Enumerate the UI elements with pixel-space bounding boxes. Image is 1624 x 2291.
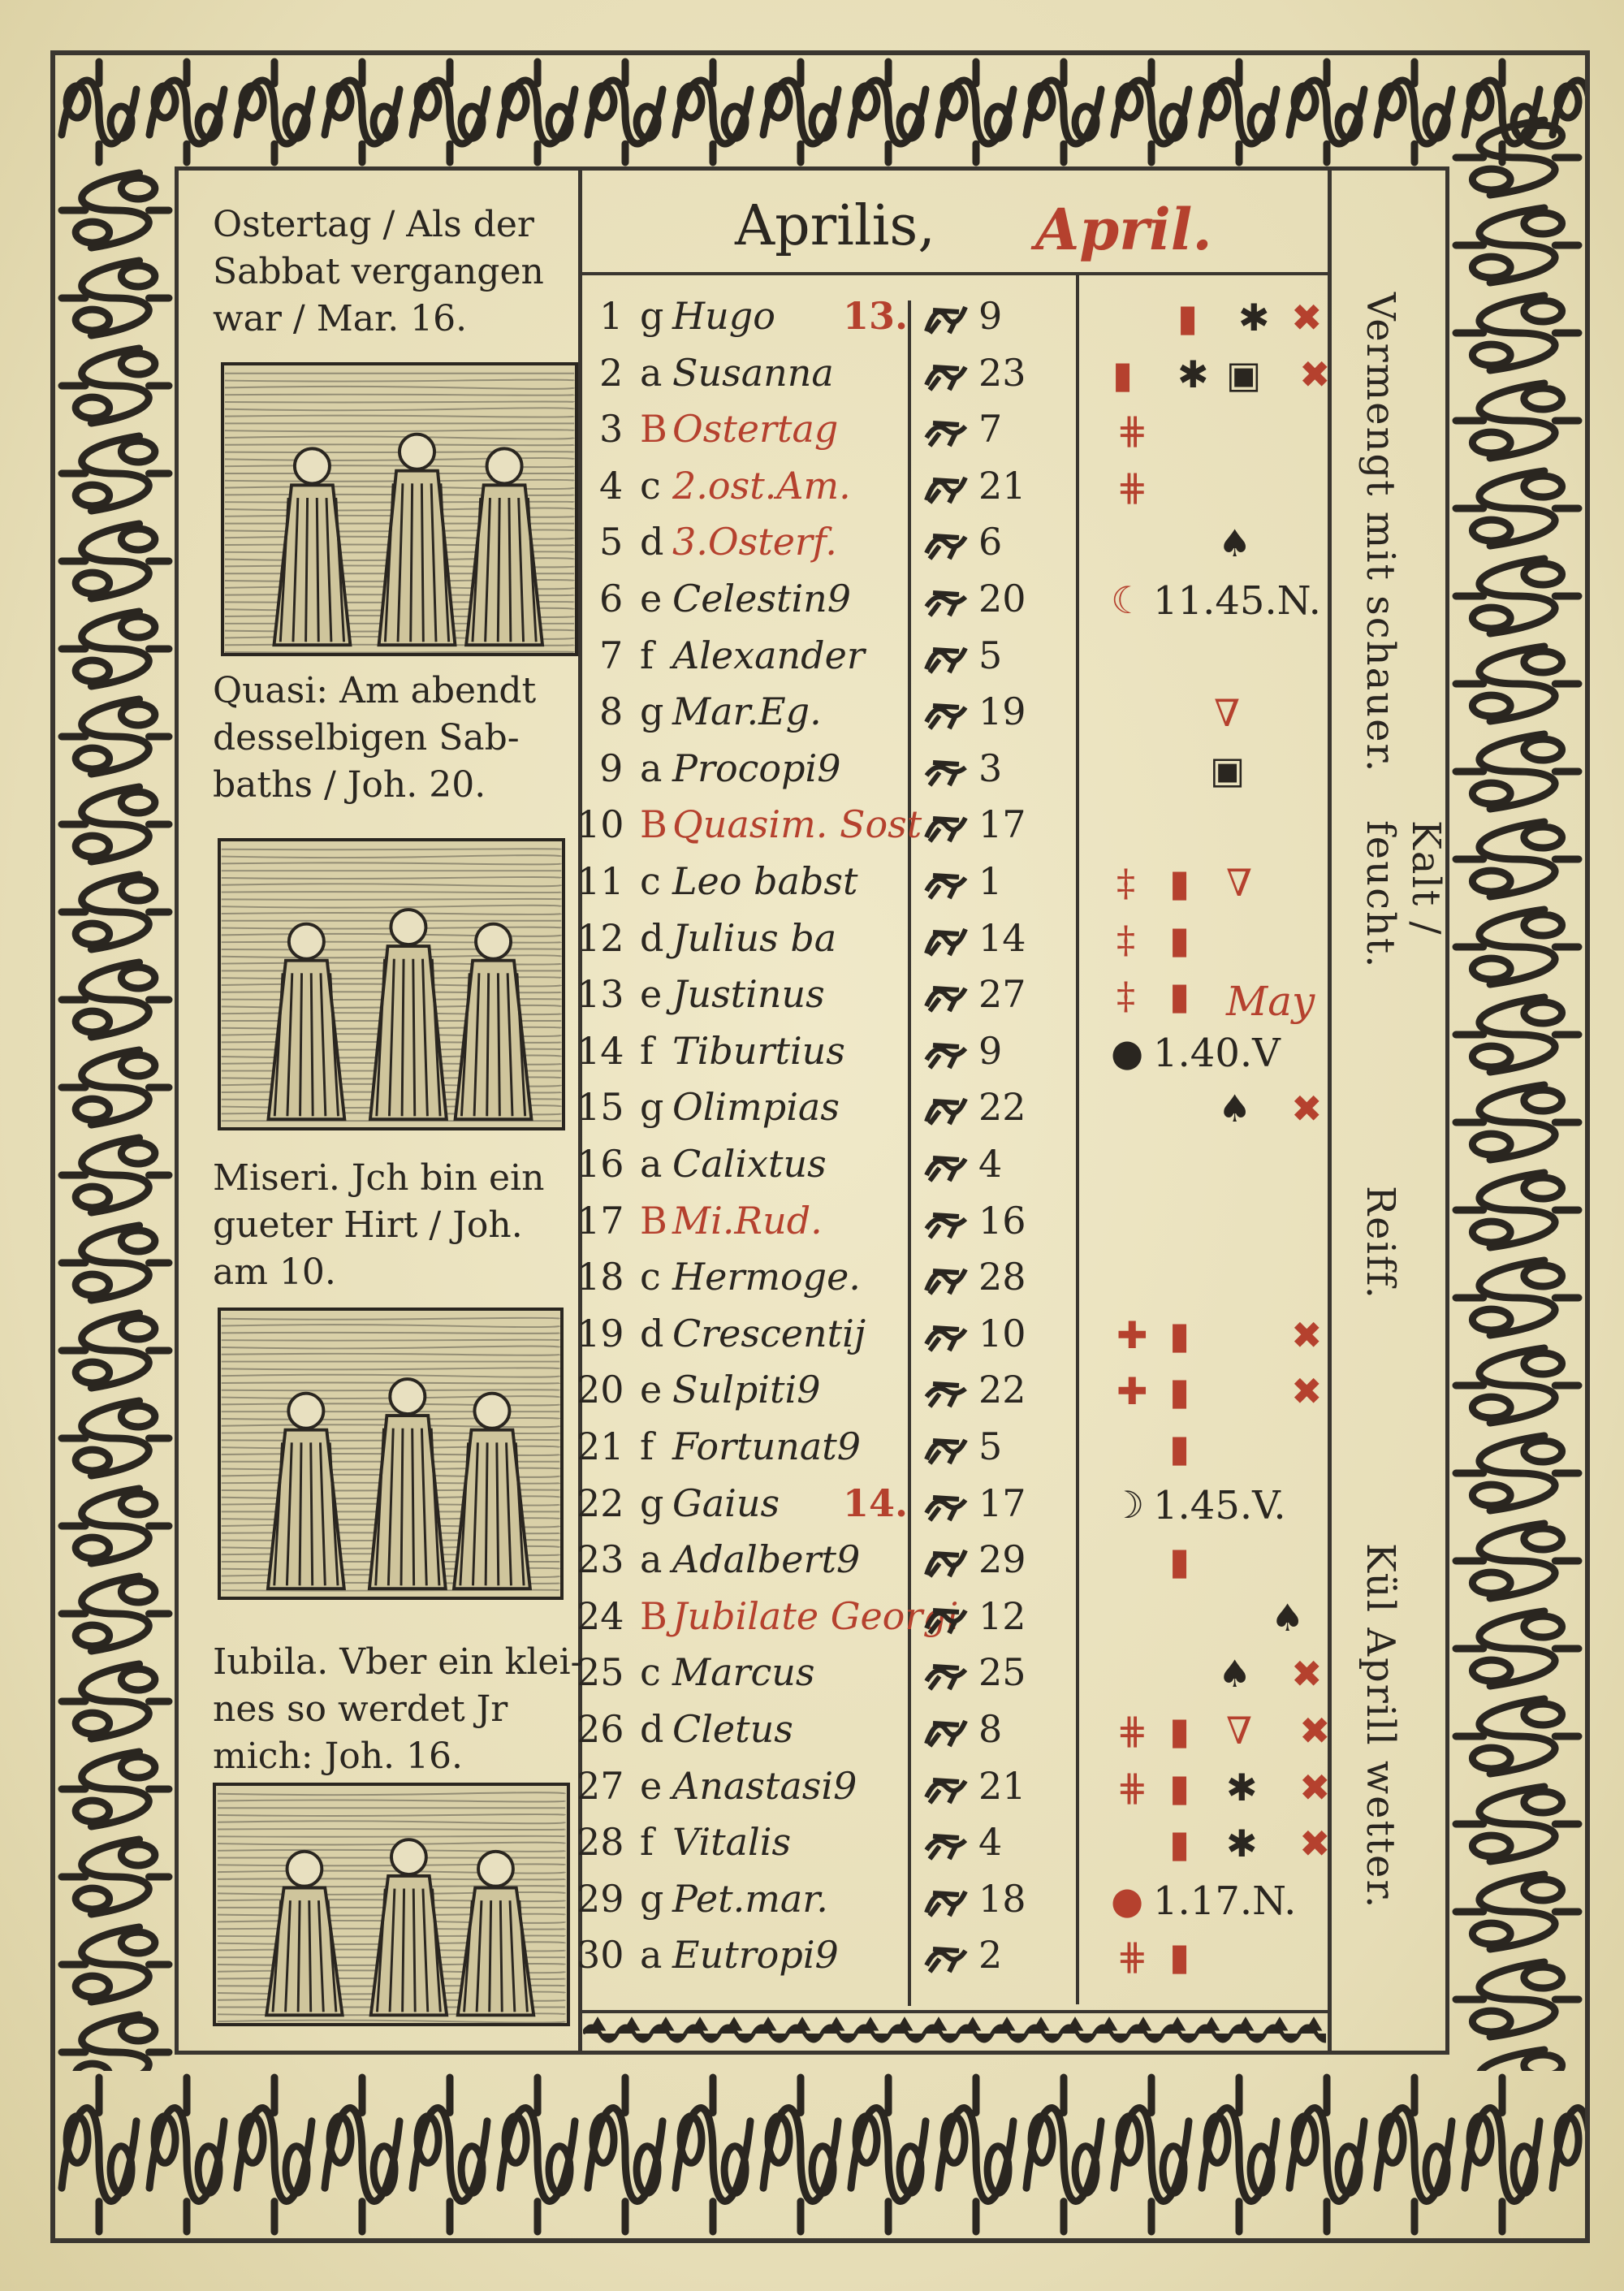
asterisk-icon: ✱ [1226,1765,1258,1809]
dominical-letter: c [640,463,661,508]
zodiac-sign-icon [922,1596,970,1641]
moon-phase-time: 11.45.N. [1153,578,1321,624]
asterisk-icon: ✱ [1226,1822,1258,1866]
day-number: 2 [599,350,624,395]
zodiac-sign-icon [922,1143,970,1189]
saint-name: Mar.Eg. [672,689,822,734]
spade-icon: ♠ [1218,1087,1252,1131]
zodiac-sign-icon [922,352,970,398]
red-triangle-icon: ∇ [1226,861,1253,905]
zodiac-degree: 1 [978,859,1003,903]
header-rule [581,272,1328,275]
dominical-letter: B [640,802,667,847]
red-flag-icon: ▮ [1169,1426,1190,1470]
red-flag-icon: ▮ [1177,296,1199,339]
day-annotation: 13. [843,294,909,338]
zodiac-degree: 21 [978,1763,1026,1808]
footer-rule [581,2010,1328,2013]
zodiac-sign-icon [922,918,970,963]
day-number: 19 [577,1311,624,1355]
zodiac-degree: 5 [978,633,1003,677]
red-hash-icon: ⋕ [1116,1934,1148,1979]
red-triangle-icon: ∇ [1214,691,1241,736]
zodiac-degree: 27 [978,972,1026,1017]
dominical-letter: d [640,520,664,564]
dominical-letter: a [640,350,663,395]
saint-name: Tiburtius [672,1028,845,1073]
saint-name: Vitalis [672,1820,792,1865]
dominical-letter: a [640,746,663,790]
zodiac-degree: 3 [978,746,1003,790]
woodcut-good-shepherd [218,1308,564,1600]
zodiac-degree: 21 [978,463,1026,508]
day-number: 29 [577,1876,624,1921]
zodiac-degree: 29 [978,1537,1026,1582]
saint-name: Justinus [672,972,825,1017]
dominical-letter: g [640,294,664,338]
day-number: 10 [577,802,624,847]
sidebar-line: Ostertag / Als der [213,204,534,245]
vine-ornament [583,2014,1326,2053]
may-label: May [1226,978,1315,1025]
zodiac-sign-icon [922,974,970,1019]
saint-name: Anastasi9 [672,1763,857,1808]
zodiac-sign-icon [922,1483,970,1528]
red-double-cross-icon: ‡ [1116,917,1135,962]
zodiac-degree: 17 [978,1481,1026,1525]
day-number: 14 [577,1028,624,1073]
zodiac-degree: 28 [978,1255,1026,1299]
dominical-letter: B [640,407,667,452]
dominical-letter: e [640,972,663,1017]
asterisk-icon: ✱ [1238,296,1270,339]
day-number: 21 [577,1424,624,1468]
box-icon: ▣ [1210,747,1246,792]
dominical-letter: d [640,1311,664,1355]
saint-name: Hugo [672,294,775,338]
zodiac-degree: 20 [978,577,1026,620]
zodiac-sign-icon [922,1822,970,1867]
weather-forecast: Kalt / feucht. [1358,820,1449,970]
dominical-letter: a [640,1933,663,1978]
day-number: 15 [577,1085,624,1130]
red-flag-icon: ▮ [1169,861,1190,905]
zodiac-sign-icon [922,521,970,567]
red-plus-icon: ✚ [1116,1369,1148,1414]
red-cross-icon: ✖ [1291,1087,1323,1131]
weather-forecast: Reiff. [1358,1186,1403,1300]
zodiac-degree: 7 [978,407,1003,452]
red-cross-icon: ✖ [1291,1369,1323,1414]
saint-name: Mi.Rud. [672,1198,823,1243]
dominical-letter: e [640,1368,663,1412]
saint-name: Sulpiti9 [672,1368,821,1412]
weather-forecast: Kül Aprill wetter. [1358,1543,1403,1910]
red-hash-icon: ⋕ [1116,408,1148,453]
zodiac-sign-icon [922,1313,970,1359]
red-cross-icon: ✖ [1291,1312,1323,1357]
day-number: 27 [577,1763,624,1808]
zodiac-degree: 14 [978,915,1026,960]
moon-phase-time: 1.40.V [1153,1030,1281,1076]
day-number: 28 [577,1820,624,1865]
sidebar-easter-reading [213,201,544,343]
saint-name: Olimpias [672,1085,840,1130]
dominical-letter: f [640,633,654,677]
zodiac-sign-icon [922,1709,970,1754]
zodiac-degree: 25 [978,1650,1026,1695]
german-month-title: April. [1035,196,1212,263]
saint-name: Julius ba [672,915,837,960]
moon-phase-icon: ☽ [1111,1482,1145,1527]
day-number: 4 [599,463,624,508]
day-number: 22 [577,1481,624,1525]
sidebar-line: desselbigen Sab- [213,717,520,759]
zodiac-sign-icon [922,1539,970,1584]
sidebar-line: am 10. [213,1251,336,1293]
dominical-letter: B [640,1198,667,1243]
saint-name: Leo babst [672,859,858,903]
red-cross-icon: ✖ [1299,352,1331,396]
zodiac-degree: 18 [978,1876,1026,1921]
zodiac-degree: 10 [978,1311,1026,1355]
day-annotation: 14. [843,1481,909,1525]
zodiac-sign-icon [922,1256,970,1302]
dominical-letter: f [640,1424,654,1468]
day-number: 17 [577,1198,624,1243]
zodiac-degree: 6 [978,520,1003,564]
zodiac-degree: 22 [978,1085,1026,1130]
saint-name: Procopi9 [672,746,841,790]
red-flag-icon: ▮ [1169,1709,1190,1753]
day-number: 6 [599,577,624,620]
day-number: 3 [599,407,624,452]
zodiac-sign-icon [922,1369,970,1415]
zodiac-degree: 22 [978,1368,1026,1412]
latin-month-title: Aprilis, [735,194,935,258]
sidebar-miseri-reading [213,1155,544,1296]
saint-name: Pet.mar. [672,1876,828,1921]
dominical-letter: a [640,1142,663,1186]
red-cross-icon: ✖ [1299,1765,1331,1809]
red-cross-icon: ✖ [1291,296,1323,339]
dominical-letter: a [640,1537,663,1582]
dominical-letter: g [640,1481,664,1525]
dominical-letter: e [640,577,663,620]
zodiac-sign-icon [922,861,970,906]
saint-name: Susanna [672,350,834,395]
sidebar-line: war / Mar. 16. [213,298,468,339]
zodiac-sign-icon [922,748,970,793]
saint-name: 2.ost.Am. [672,463,851,508]
top-ornament-border [55,55,1585,169]
moon-phase-icon: ● [1111,1878,1144,1922]
red-flag-icon: ▮ [1169,1369,1190,1414]
zodiac-degree: 4 [978,1142,1003,1186]
zodiac-sign-icon [922,1934,970,1980]
red-cross-icon: ✖ [1299,1822,1331,1866]
weather-forecast: Vermengt mit schauer. [1358,292,1403,774]
spade-icon: ♠ [1218,1652,1252,1697]
zodiac-sign-icon [922,465,970,511]
moon-phase-time: 1.45.V. [1153,1482,1286,1528]
day-number: 5 [599,520,624,564]
sidebar-iubila-reading [213,1639,582,1780]
zodiac-sign-icon [922,1652,970,1697]
sidebar-line: Miseri. Jch bin ein [213,1157,545,1199]
saint-name: Crescentij [672,1311,866,1355]
zodiac-degree: 23 [978,350,1026,395]
red-hash-icon: ⋕ [1116,1709,1148,1753]
spade-icon: ♠ [1218,521,1252,566]
zodiac-degree: 8 [978,1707,1003,1751]
saint-name: Celestin9 [672,577,852,620]
dominical-letter: g [640,1085,664,1130]
red-flag-icon: ▮ [1169,974,1190,1018]
day-number: 7 [599,633,624,677]
red-double-cross-icon: ‡ [1116,974,1135,1018]
saint-name: Jubilate Georgi [672,1593,959,1638]
day-number: 12 [577,915,624,960]
sidebar-line: Sabbat vergangen [213,251,544,292]
zodiac-sign-icon [922,1200,970,1246]
zodiac-degree: 4 [978,1820,1003,1865]
woodcut-resurrection [221,362,578,656]
day-number: 18 [577,1255,624,1299]
day-number: 9 [599,746,624,790]
red-flag-icon: ▮ [1169,1822,1190,1866]
day-number: 30 [577,1933,624,1978]
asterisk-icon: ✱ [1177,352,1209,396]
moon-phase-time: 1.17.N. [1153,1878,1297,1924]
saint-name: Cletus [672,1707,793,1751]
red-plus-icon: ✚ [1116,1312,1148,1357]
red-cross-icon: ✖ [1291,1652,1323,1697]
zodiac-sign-icon [922,1426,970,1472]
dominical-letter: g [640,1876,664,1921]
saint-name: Gaius [672,1481,780,1525]
red-flag-icon: ▮ [1169,1765,1190,1809]
day-number: 8 [599,689,624,734]
zodiac-sign-icon [922,635,970,681]
red-triangle-icon: ∇ [1226,1709,1253,1753]
zodiac-degree: 9 [978,294,1003,338]
dominical-letter: f [640,1820,654,1865]
saint-name: Ostertag [672,407,839,452]
red-flag-icon: ▮ [1169,1312,1190,1357]
zodiac-sign-icon [922,691,970,737]
saint-name: 3.Osterf. [672,520,837,564]
day-number: 20 [577,1368,624,1412]
zodiac-sign-icon [922,408,970,454]
zodiac-degree: 12 [978,1593,1026,1638]
red-flag-icon: ▮ [1169,1539,1190,1584]
dominical-letter: B [640,1593,667,1638]
dominical-letter: e [640,1763,663,1808]
saint-name: Adalbert9 [672,1537,861,1582]
zodiac-sign-icon [922,1878,970,1924]
dominical-letter: c [640,1650,661,1695]
saint-name: Calixtus [672,1142,827,1186]
red-hash-icon: ⋕ [1116,1765,1148,1809]
sidebar-line: Iubila. Vber ein klei- [213,1641,583,1683]
red-flag-icon: ▮ [1112,352,1134,396]
dominical-letter: d [640,915,664,960]
box-icon: ▣ [1226,352,1262,396]
red-double-cross-icon: ‡ [1116,861,1135,905]
sidebar-line: gueter Hirt / Joh. [213,1204,523,1246]
saint-name: Fortunat9 [672,1424,861,1468]
day-number: 26 [577,1707,624,1751]
right-ornament-border [1449,114,1585,2071]
moon-phase-icon: ☾ [1111,578,1145,622]
column-rule-1 [908,300,911,2006]
left-ornament-border [55,166,175,2071]
zodiac-sign-icon [922,1031,970,1076]
bottom-ornament-border [55,2071,1585,2238]
saint-name: Hermoge. [672,1255,861,1299]
zodiac-sign-icon [922,1766,970,1811]
moon-phase-icon: ● [1111,1030,1144,1074]
zodiac-degree: 2 [978,1933,1003,1978]
zodiac-sign-icon [922,578,970,624]
dominical-letter: f [640,1028,654,1073]
saint-name: Quasim. Sost [672,802,922,847]
day-number: 13 [577,972,624,1017]
saint-name: Alexander [672,633,865,677]
woodcut-emmaus [218,838,565,1130]
dominical-letter: g [640,689,664,734]
column-rule-2 [1076,274,1079,2004]
sidebar-line: nes so werdet Jr [213,1688,508,1730]
day-number: 16 [577,1142,624,1186]
dominical-letter: d [640,1707,664,1751]
zodiac-sign-icon [922,296,970,341]
day-number: 24 [577,1593,624,1638]
red-cross-icon: ✖ [1299,1709,1331,1753]
sidebar-line: Quasi: Am abendt [213,670,537,711]
zodiac-degree: 9 [978,1028,1003,1073]
woodcut-apostles [213,1783,570,2026]
red-flag-icon: ▮ [1169,917,1190,962]
zodiac-sign-icon [922,1087,970,1132]
saint-name: Eutropi9 [672,1933,839,1978]
day-number: 11 [577,859,624,903]
zodiac-degree: 17 [978,802,1026,847]
day-number: 23 [577,1537,624,1582]
zodiac-sign-icon [922,804,970,849]
red-flag-icon: ▮ [1169,1934,1190,1979]
zodiac-degree: 5 [978,1424,1003,1468]
sidebar-line: baths / Joh. 20. [213,764,486,806]
spade-icon: ♠ [1271,1595,1305,1640]
day-number: 25 [577,1650,624,1695]
dominical-letter: c [640,1255,661,1299]
zodiac-degree: 19 [978,689,1026,734]
sidebar-line: mich: Joh. 16. [213,1736,463,1777]
zodiac-degree: 16 [978,1198,1026,1243]
dominical-letter: c [640,859,661,903]
red-hash-icon: ⋕ [1116,465,1148,509]
sidebar-quasi-reading [213,668,536,809]
saint-name: Marcus [672,1650,815,1695]
day-number: 1 [599,294,624,338]
